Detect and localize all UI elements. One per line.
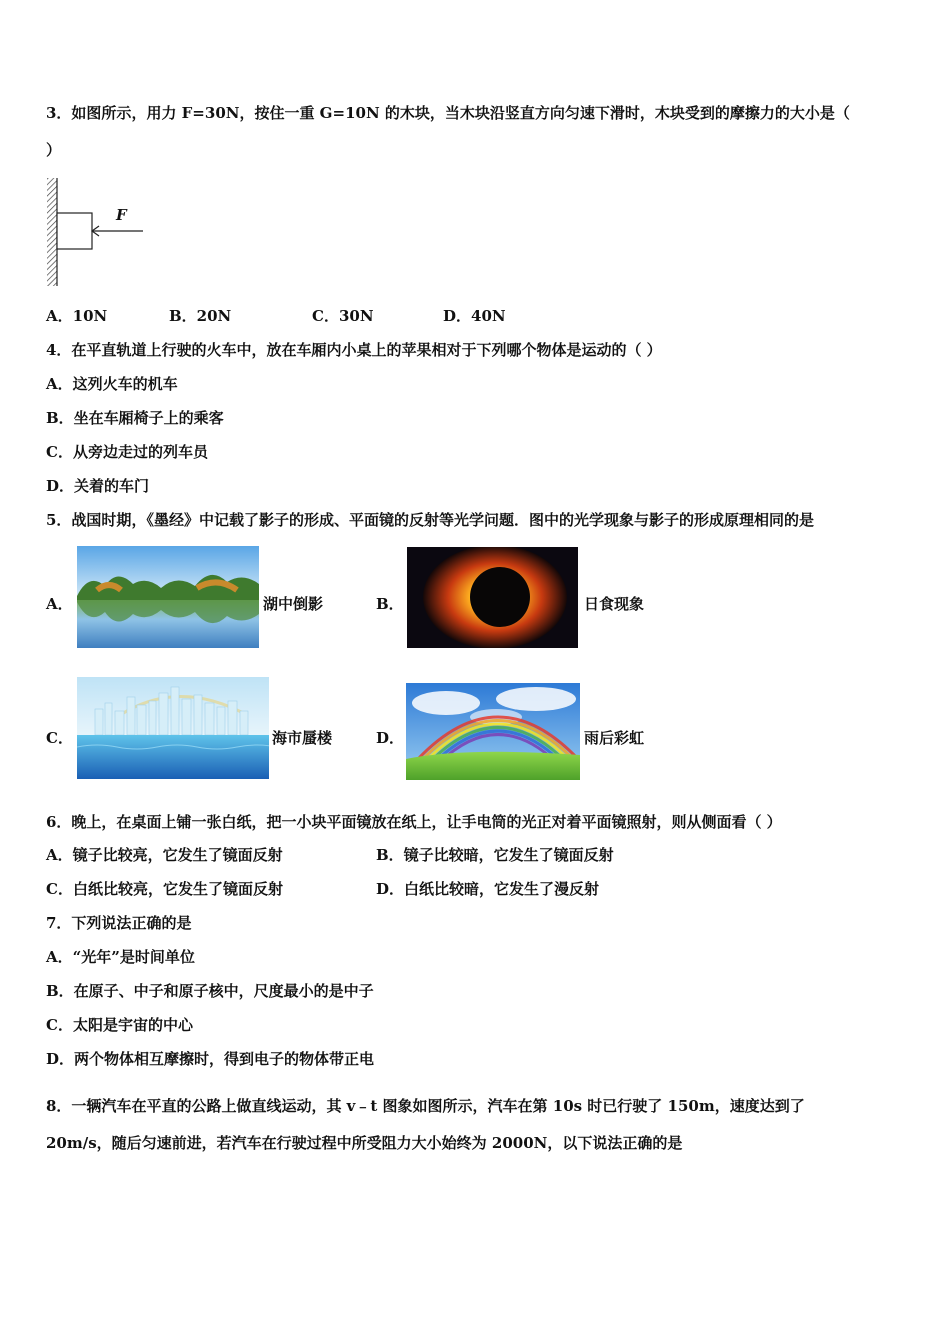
wooden-block xyxy=(57,213,92,249)
q7-option-c: C．太阳是宇宙的中心 xyxy=(46,1016,193,1034)
q3-option-a: A．10N xyxy=(46,307,108,325)
q4-stem: 4．在平直轨道上行驶的火车中，放在车厢内小桌上的苹果相对于下列哪个物体是运动的（ ） xyxy=(46,341,662,359)
q4-option-c: C．从旁边走过的列车员 xyxy=(46,443,208,461)
q6-option-c: C．白纸比较亮，它发生了镜面反射 xyxy=(46,880,283,898)
q3-stem-line1: 3．如图所示，用力 F=30N，按住一重 G=10N 的木块，当木块沿竖直方向匀速下滑时，木块受到的摩擦力的大小是（ xyxy=(46,104,850,122)
q4-option-d: D．关着的车门 xyxy=(46,477,150,495)
q7-stem: 7．下列说法正确的是 xyxy=(46,914,192,932)
q6-option-a: A．镜子比较亮，它发生了镜面反射 xyxy=(46,846,283,864)
rainbow-image xyxy=(406,683,580,780)
force-label: F xyxy=(116,206,127,224)
mirage-image xyxy=(77,677,269,779)
q5-option-a-caption: 湖中倒影 xyxy=(263,595,324,613)
q7-option-d: D．两个物体相互摩擦时，得到电子的物体带正电 xyxy=(46,1050,375,1068)
q3-figure xyxy=(44,176,148,288)
q5-option-a-letter: A． xyxy=(46,595,73,613)
q3-option-c: C．30N xyxy=(312,307,374,325)
q5-option-c-letter: C． xyxy=(46,729,73,747)
q5-option-d-caption: 雨后彩虹 xyxy=(584,729,645,747)
lake-reflection-image xyxy=(77,546,259,648)
q8-stem-line2: 20m/s，随后匀速前进，若汽车在行驶过程中所受阻力大小始终为 2000N，以下说法正确的是 xyxy=(46,1134,683,1152)
q4-option-b: B．坐在车厢椅子上的乘客 xyxy=(46,409,224,427)
q3-option-b: B．20N xyxy=(169,307,232,325)
q3-option-d: D．40N xyxy=(443,307,506,325)
q4-option-a: A．这列火车的机车 xyxy=(46,375,178,393)
q7-option-b: B．在原子、中子和原子核中，尺度最小的是中子 xyxy=(46,982,374,1000)
q5-option-d-letter: D． xyxy=(376,729,405,747)
q8-stem-line1: 8．一辆汽车在平直的公路上做直线运动，其 v﹣t 图象如图所示，汽车在第 10s 时已行驶了 150m，速度达到了 xyxy=(46,1097,805,1115)
solar-eclipse-image xyxy=(407,547,578,648)
q6-option-b: B．镜子比较暗，它发生了镜面反射 xyxy=(376,846,614,864)
wall xyxy=(47,178,57,286)
q7-option-a: A．“光年”是时间单位 xyxy=(46,948,195,966)
q3-stem-line2: ） xyxy=(46,141,62,159)
q5-option-c-caption: 海市蜃楼 xyxy=(272,729,333,747)
q5-option-b-letter: B． xyxy=(376,595,404,613)
q5-option-b-caption: 日食现象 xyxy=(584,595,645,613)
q6-stem: 6．晚上，在桌面上铺一张白纸，把一小块平面镜放在纸上，让手电筒的光正对着平面镜照射，则从侧面看（ ） xyxy=(46,813,782,831)
q6-option-d: D．白纸比较暗，它发生了漫反射 xyxy=(376,880,600,898)
q5-stem: 5．战国时期，《墨经》中记载了影子的形成、平面镜的反射等光学问题．图中的光学现象与影子的形成原理相同的是 xyxy=(46,511,814,529)
